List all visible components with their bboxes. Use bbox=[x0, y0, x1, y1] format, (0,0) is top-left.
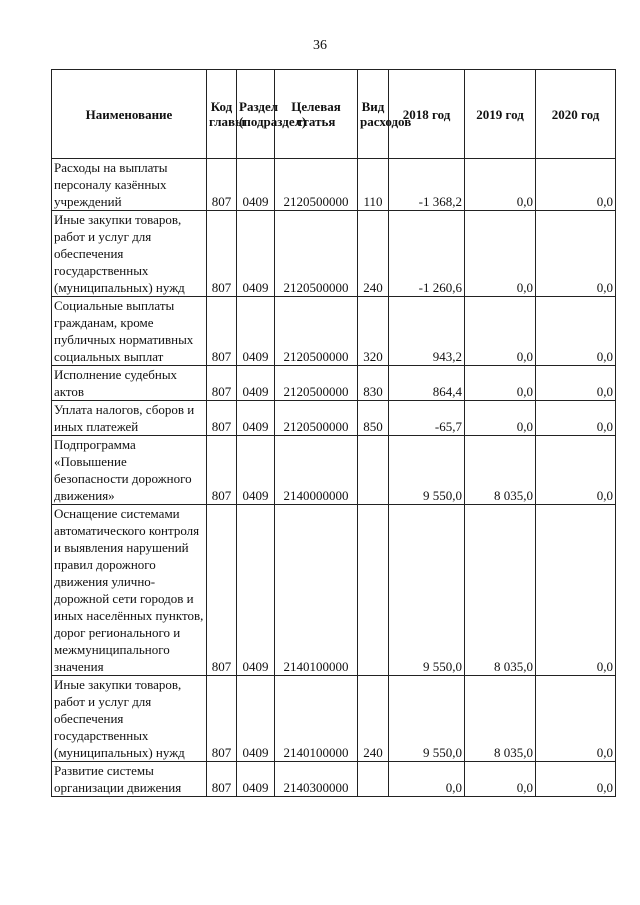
header-target-article: Целевая статья bbox=[275, 70, 358, 159]
cell-expense-type: 320 bbox=[358, 297, 389, 366]
cell-chapter-code: 807 bbox=[207, 762, 237, 797]
cell-section: 0409 bbox=[237, 762, 275, 797]
cell-name: Исполнение судебных актов bbox=[52, 366, 207, 401]
table-row bbox=[52, 505, 616, 676]
table-row bbox=[52, 159, 616, 211]
cell-2018: 943,2 bbox=[389, 297, 465, 366]
cell-2019: 0,0 bbox=[465, 297, 536, 366]
cell-section: 0409 bbox=[237, 159, 275, 211]
budget-table bbox=[51, 69, 616, 797]
cell-2019: 8 035,0 bbox=[465, 505, 536, 676]
cell-2019: 0,0 bbox=[465, 366, 536, 401]
table-row bbox=[52, 211, 616, 297]
header-chapter-code: Код главы bbox=[207, 70, 237, 159]
cell-target-article: 2140000000 bbox=[275, 436, 358, 505]
cell-2018: 864,4 bbox=[389, 366, 465, 401]
header-expense-type: Вид расходов bbox=[358, 70, 389, 159]
table-row bbox=[52, 297, 616, 366]
cell-2018: 9 550,0 bbox=[389, 505, 465, 676]
cell-chapter-code: 807 bbox=[207, 436, 237, 505]
cell-name: Социальные выплаты гражданам, кроме публичных нормативных социальных выплат bbox=[52, 297, 207, 366]
cell-2020: 0,0 bbox=[536, 762, 616, 797]
header-section: Раздел (подраздел) bbox=[237, 70, 275, 159]
cell-2019: 0,0 bbox=[465, 211, 536, 297]
cell-expense-type: 110 bbox=[358, 159, 389, 211]
header-row bbox=[52, 70, 616, 159]
cell-section: 0409 bbox=[237, 505, 275, 676]
cell-target-article: 2120500000 bbox=[275, 401, 358, 436]
cell-target-article: 2120500000 bbox=[275, 159, 358, 211]
cell-target-article: 2120500000 bbox=[275, 297, 358, 366]
cell-2018: -65,7 bbox=[389, 401, 465, 436]
table-row bbox=[52, 366, 616, 401]
cell-expense-type bbox=[358, 505, 389, 676]
table-row bbox=[52, 676, 616, 762]
cell-name: Расходы на выплаты персоналу казённых учреждений bbox=[52, 159, 207, 211]
cell-section: 0409 bbox=[237, 211, 275, 297]
cell-section: 0409 bbox=[237, 297, 275, 366]
cell-2018: -1 260,6 bbox=[389, 211, 465, 297]
cell-chapter-code: 807 bbox=[207, 401, 237, 436]
cell-2020: 0,0 bbox=[536, 159, 616, 211]
table-body bbox=[52, 159, 616, 797]
table-header bbox=[52, 70, 616, 159]
header-name: Наименование bbox=[52, 70, 207, 159]
cell-expense-type bbox=[358, 436, 389, 505]
cell-name: Подпрограмма «Повышение безопасности дорожного движения» bbox=[52, 436, 207, 505]
cell-name: Иные закупки товаров, работ и услуг для обеспечения государственных (муниципальных) нужд bbox=[52, 676, 207, 762]
cell-chapter-code: 807 bbox=[207, 297, 237, 366]
cell-2020: 0,0 bbox=[536, 505, 616, 676]
cell-2018: 0,0 bbox=[389, 762, 465, 797]
cell-2020: 0,0 bbox=[536, 436, 616, 505]
cell-2020: 0,0 bbox=[536, 366, 616, 401]
cell-2019: 0,0 bbox=[465, 762, 536, 797]
table-row bbox=[52, 436, 616, 505]
cell-name: Иные закупки товаров, работ и услуг для обеспечения государственных (муниципальных) нужд bbox=[52, 211, 207, 297]
cell-chapter-code: 807 bbox=[207, 676, 237, 762]
cell-2018: 9 550,0 bbox=[389, 436, 465, 505]
cell-2019: 0,0 bbox=[465, 159, 536, 211]
page-number: 36 bbox=[313, 38, 327, 53]
cell-target-article: 2120500000 bbox=[275, 211, 358, 297]
cell-chapter-code: 807 bbox=[207, 211, 237, 297]
cell-2020: 0,0 bbox=[536, 401, 616, 436]
header-year-2020: 2020 год bbox=[536, 70, 616, 159]
cell-2019: 8 035,0 bbox=[465, 676, 536, 762]
cell-2020: 0,0 bbox=[536, 297, 616, 366]
cell-expense-type: 850 bbox=[358, 401, 389, 436]
cell-chapter-code: 807 bbox=[207, 505, 237, 676]
cell-chapter-code: 807 bbox=[207, 159, 237, 211]
cell-name: Развитие системы организации движения bbox=[52, 762, 207, 797]
cell-target-article: 2140100000 bbox=[275, 505, 358, 676]
cell-target-article: 2140100000 bbox=[275, 676, 358, 762]
header-year-2019: 2019 год bbox=[465, 70, 536, 159]
header-year-2018: 2018 год bbox=[389, 70, 465, 159]
cell-expense-type bbox=[358, 762, 389, 797]
cell-2020: 0,0 bbox=[536, 676, 616, 762]
cell-2019: 8 035,0 bbox=[465, 436, 536, 505]
table-row bbox=[52, 762, 616, 797]
cell-2018: -1 368,2 bbox=[389, 159, 465, 211]
cell-2018: 9 550,0 bbox=[389, 676, 465, 762]
cell-section: 0409 bbox=[237, 436, 275, 505]
cell-section: 0409 bbox=[237, 676, 275, 762]
cell-target-article: 2140300000 bbox=[275, 762, 358, 797]
table-row bbox=[52, 401, 616, 436]
cell-2020: 0,0 bbox=[536, 211, 616, 297]
cell-chapter-code: 807 bbox=[207, 366, 237, 401]
cell-section: 0409 bbox=[237, 401, 275, 436]
cell-target-article: 2120500000 bbox=[275, 366, 358, 401]
cell-expense-type: 240 bbox=[358, 211, 389, 297]
cell-name: Оснащение системами автоматического контроля и выявления нарушений правил дорожного движения улично-дорожной сети городов и иных населённых пунктов, дорог регионального и межмуниципального значения bbox=[52, 505, 207, 676]
cell-2019: 0,0 bbox=[465, 401, 536, 436]
cell-expense-type: 240 bbox=[358, 676, 389, 762]
cell-expense-type: 830 bbox=[358, 366, 389, 401]
cell-section: 0409 bbox=[237, 366, 275, 401]
cell-name: Уплата налогов, сборов и иных платежей bbox=[52, 401, 207, 436]
